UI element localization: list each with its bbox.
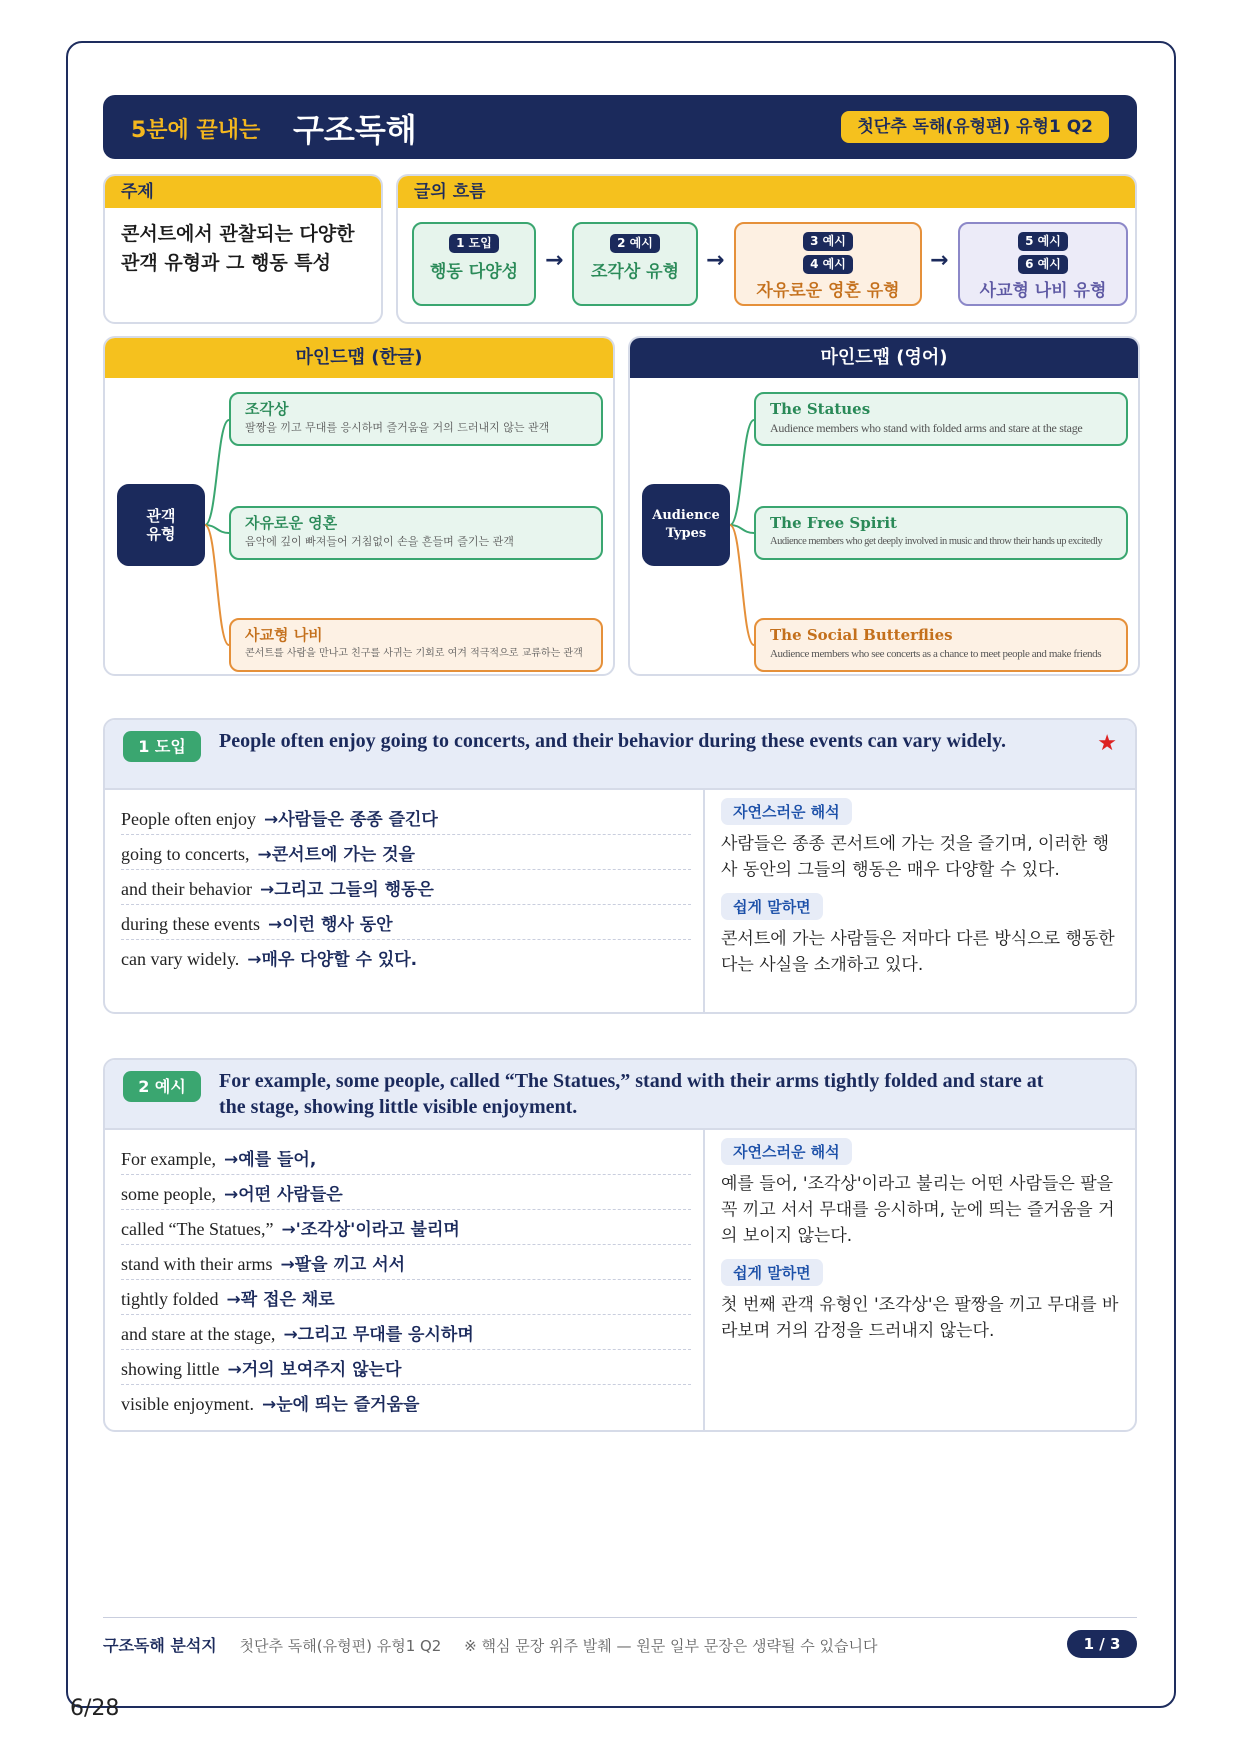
node-desc: 콘서트를 사람을 만나고 친구를 사귀는 기회로 여겨 적극적으로 교류하는 관객 <box>245 648 583 659</box>
sentence-section-2 <box>103 1058 1137 1432</box>
mindmap-node <box>229 506 603 560</box>
flow-arrow: → <box>545 248 564 273</box>
chunk-row: People often enjoy →사람들은 종종 즐긴다 <box>121 800 691 835</box>
flow-step-label: 사교형 나비 유형 <box>979 281 1107 301</box>
chunk-row: tightly folded →꽉 접은 채로 <box>121 1280 691 1315</box>
chunk-row: For example, →예를 들어, <box>121 1140 691 1175</box>
chunk-row: can vary widely. →매우 다양할 수 있다. <box>121 949 418 970</box>
flow-label: 글의 흐름 <box>398 176 1135 208</box>
flow-step-tag: 1 도입 <box>449 234 499 253</box>
node-title: 조각상 <box>245 400 289 418</box>
flow-step-tag: 5 예시 <box>1018 232 1068 251</box>
footer-note: ※ 핵심 문장 위주 발췌 — 원문 일부 문장은 생략될 수 있습니다 <box>464 1637 878 1655</box>
topic-box <box>103 174 383 324</box>
flow-step-label: 자유로운 영혼 유형 <box>756 281 900 301</box>
chunk-row: during these events →이런 행사 동안 <box>121 905 691 940</box>
mindmap-node <box>754 618 1128 672</box>
mindmap-node <box>229 392 603 446</box>
easy-explanation: 콘서트에 가는 사람들은 저마다 다른 방식으로 행동한다는 사실을 소개하고 있다. <box>721 929 1115 975</box>
sentence-section-1 <box>103 718 1137 1014</box>
node-desc: 음악에 깊이 빠져들어 거침없이 손을 흔들며 즐기는 관객 <box>245 535 514 548</box>
node-title: The Social Butterflies <box>770 626 953 644</box>
node-title: The Free Spirit <box>770 514 897 532</box>
node-desc: 팔짱을 끼고 무대를 응시하며 즐거움을 거의 드러내지 않는 관객 <box>245 421 550 434</box>
chunk-row: called “The Statues,” →'조각상'이라고 불리며 <box>121 1210 691 1245</box>
flow-step-tag: 4 예시 <box>803 255 853 274</box>
chunk-row: and stare at the stage, →그리고 무대를 응시하며 <box>121 1315 691 1350</box>
section-header <box>105 720 1135 790</box>
node-title: 자유로운 영혼 <box>245 514 338 532</box>
header-banner <box>103 95 1137 159</box>
chunk-list <box>121 1140 691 1420</box>
footer <box>103 1633 877 1656</box>
mindmap-root: Audience Types <box>642 484 730 566</box>
topic-label: 주제 <box>105 176 381 208</box>
node-title: 사교형 나비 <box>245 626 323 644</box>
flow-step-2 <box>572 222 698 306</box>
easy-explanation: 첫 번째 관객 유형인 '조각상'은 팔짱을 끼고 무대를 바라보며 거의 감정을 드러내지 않는다. <box>721 1295 1119 1341</box>
flow-step-label: 조각상 유형 <box>590 262 680 282</box>
flow-step-1 <box>412 222 536 306</box>
explanation-panel <box>721 1138 1121 1354</box>
explanation-panel <box>721 798 1121 988</box>
chunk-row: going to concerts, →콘서트에 가는 것을 <box>121 835 691 870</box>
easy-explanation-label: 쉽게 말하면 <box>721 893 823 920</box>
flow-step-tag: 3 예시 <box>803 232 853 251</box>
flow-step-label: 행동 다양성 <box>429 262 519 282</box>
connector-line <box>205 420 229 525</box>
connector-line <box>730 525 754 645</box>
node-desc: Audience members who get deeply involved in music and throw their hands up excitedly <box>770 536 1103 547</box>
flow-arrow: → <box>706 248 725 273</box>
footer-divider <box>103 1617 1137 1618</box>
chunk-row: some people, →어떤 사람들은 <box>121 1175 691 1210</box>
mindmap-node <box>229 618 603 672</box>
section-badge: 1 도입 <box>123 731 201 762</box>
chunk-row: visible enjoyment. →눈에 띄는 즐거움을 <box>121 1394 420 1415</box>
mindmap-english-title: 마인드맵 (영어) <box>630 338 1138 378</box>
page-indicator: 1 / 3 <box>1067 1630 1137 1658</box>
chunk-row: stand with their arms →팔을 끼고 서서 <box>121 1245 691 1280</box>
natural-translation: 예를 들어, '조각상'이라고 불리는 어떤 사람들은 팔을 꼭 끼고 서서 무대를 응시하며, 눈에 띄는 즐거움을 거의 보이지 않는다. <box>721 1174 1115 1246</box>
mindmap-english <box>628 336 1140 676</box>
flow-arrow: → <box>930 248 949 273</box>
section-badge: 2 예시 <box>123 1071 201 1102</box>
natural-translation-label: 자연스러운 해석 <box>721 798 852 825</box>
chunk-row: showing little →거의 보여주지 않는다 <box>121 1350 691 1385</box>
flow-step-4 <box>958 222 1128 306</box>
connector-line <box>730 420 754 525</box>
mindmap-node <box>754 506 1128 560</box>
easy-explanation-label: 쉽게 말하면 <box>721 1259 823 1286</box>
source-badge: 첫단추 독해(유형편) 유형1 Q2 <box>841 111 1109 143</box>
topic-text: 콘서트에서 관찰되는 다양한 관객 유형과 그 행동 특성 <box>121 223 355 274</box>
node-desc: Audience members who stand with folded arms and stare at the stage <box>770 421 1083 435</box>
column-divider <box>703 790 705 1012</box>
mindmap-korean <box>103 336 615 676</box>
section-header <box>105 1060 1135 1130</box>
header-subtitle: 5분에 끝내는 <box>131 118 261 143</box>
section-sentence: People often enjoy going to concerts, and their behavior during these events can vary widely. <box>219 730 1006 752</box>
mindmap-root: 관객 유형 <box>117 484 205 566</box>
flow-box <box>396 174 1137 324</box>
node-desc: Audience members who see concerts as a chance to meet people and make friends <box>770 648 1102 660</box>
page-counter: 6/28 <box>70 1696 120 1721</box>
natural-translation-label: 자연스러운 해석 <box>721 1138 852 1165</box>
star-icon: ★ <box>1097 731 1117 756</box>
flow-step-tag: 6 예시 <box>1018 255 1068 274</box>
mindmap-node <box>754 392 1128 446</box>
connector-line <box>205 525 229 645</box>
flow-step-3 <box>734 222 922 306</box>
mindmap-korean-title: 마인드맵 (한글) <box>105 338 613 378</box>
footer-source: 첫단추 독해(유형편) 유형1 Q2 <box>239 1637 442 1655</box>
header-title: 구조독해 <box>293 111 417 149</box>
section-sentence: For example, some people, called “The Statues,” stand with their arms tightly folded and stare at the stage, showing little visible enjoyment. <box>219 1070 1044 1118</box>
column-divider <box>703 1130 705 1430</box>
chunk-list <box>121 800 691 975</box>
node-title: The Statues <box>770 400 871 418</box>
footer-brand: 구조독해 분석지 <box>103 1636 217 1655</box>
natural-translation: 사람들은 종종 콘서트에 가는 것을 즐기며, 이러한 행사 동안의 그들의 행동은 매우 다양할 수 있다. <box>721 834 1110 880</box>
chunk-row: and their behavior →그리고 그들의 행동은 <box>121 870 691 905</box>
flow-step-tag: 2 예시 <box>610 234 660 253</box>
